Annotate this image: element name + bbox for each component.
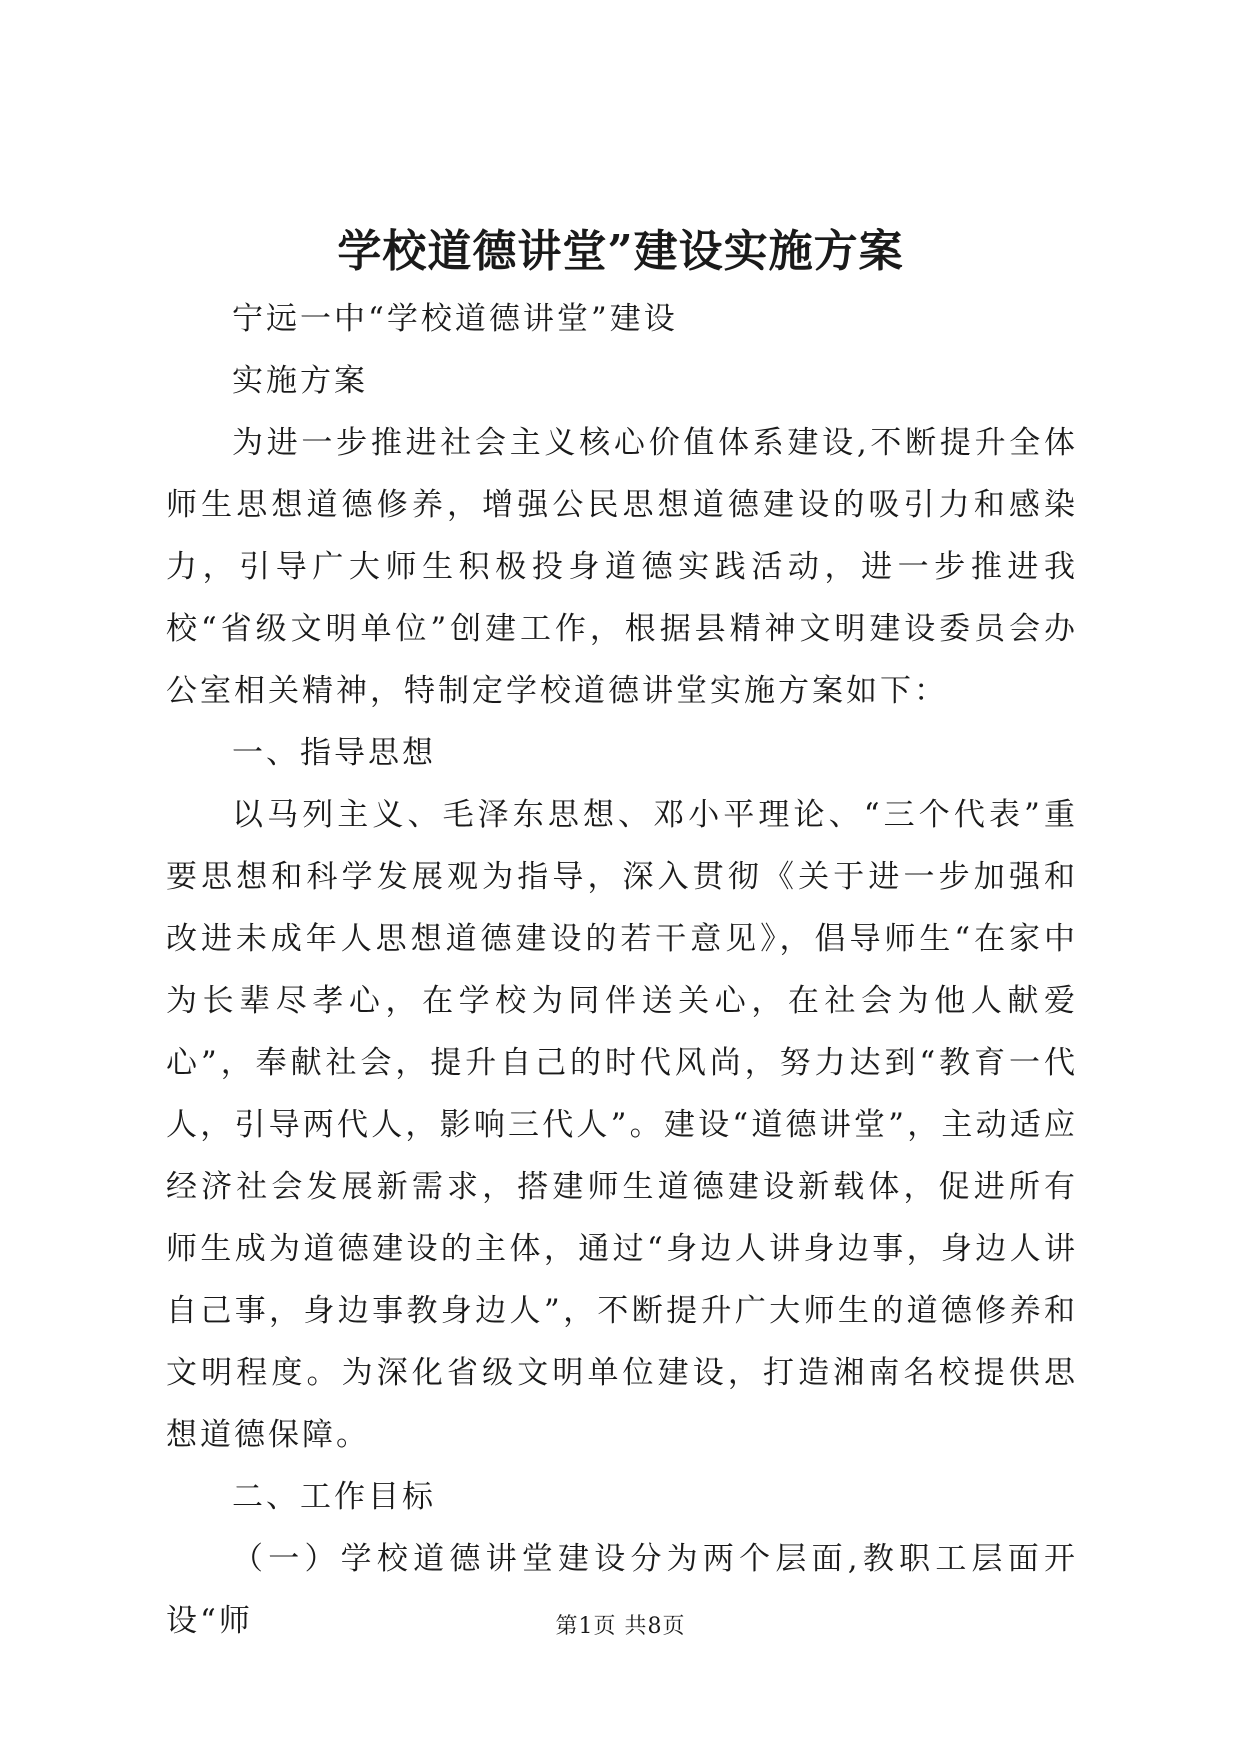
paragraph-guiding-ideology: 以马列主义、毛泽东思想、邓小平理论、“三个代表”重要思想和科学发展观为指导，深入贯彻《关于进一步加强和改进未成年人思想道德建设的若干意见》，倡导师生“在家中为长辈尽孝心，在学校为同伴送关心，在社会为他人献爱心”，奉献社会，提升自己的时代风尚，努力达到“教育一代人，引导两代人，影响三代人”。建设“道德讲堂”，主动适应经济社会发展新需求，搭建师生道德建设新载体，促进所有师生成为道德建设的主体，通过“身边人讲身边事，身边人讲自己事，身边事教身边人”，不断提升广大师生的道德修养和文明程度。为深化省级文明单位建设，打造湘南名校提供思想道德保障。 <box>166 797 1078 1453</box>
document-title: 学校道德讲堂”建设实施方案 <box>337 226 904 277</box>
paragraph-intro: 为进一步推进社会主义核心价值体系建设,不断提升全体师生思想道德修养，增强公民思想道德建设的吸引力和感染力，引导广大师生积极投身道德实践活动，进一步推进我校“省级文明单位”创建工作，根据县精神文明建设委员会办公室相关精神，特制定学校道德讲堂实施方案如下： <box>166 425 1078 709</box>
page-number-footer: 第1页 共8页 <box>555 1614 686 1639</box>
heading-guiding-ideology: 一、指导思想 <box>232 735 436 771</box>
paragraph-work-goals-1: （一）学校道德讲堂建设分为两个层面,教职工层面开设“师 <box>166 1541 1078 1639</box>
paragraph-subtitle: 实施方案 <box>232 363 368 399</box>
heading-work-goals: 二、工作目标 <box>232 1479 436 1515</box>
paragraph-school-line: 宁远一中“学校道德讲堂”建设 <box>232 301 678 337</box>
document-body <box>166 288 1078 1652</box>
